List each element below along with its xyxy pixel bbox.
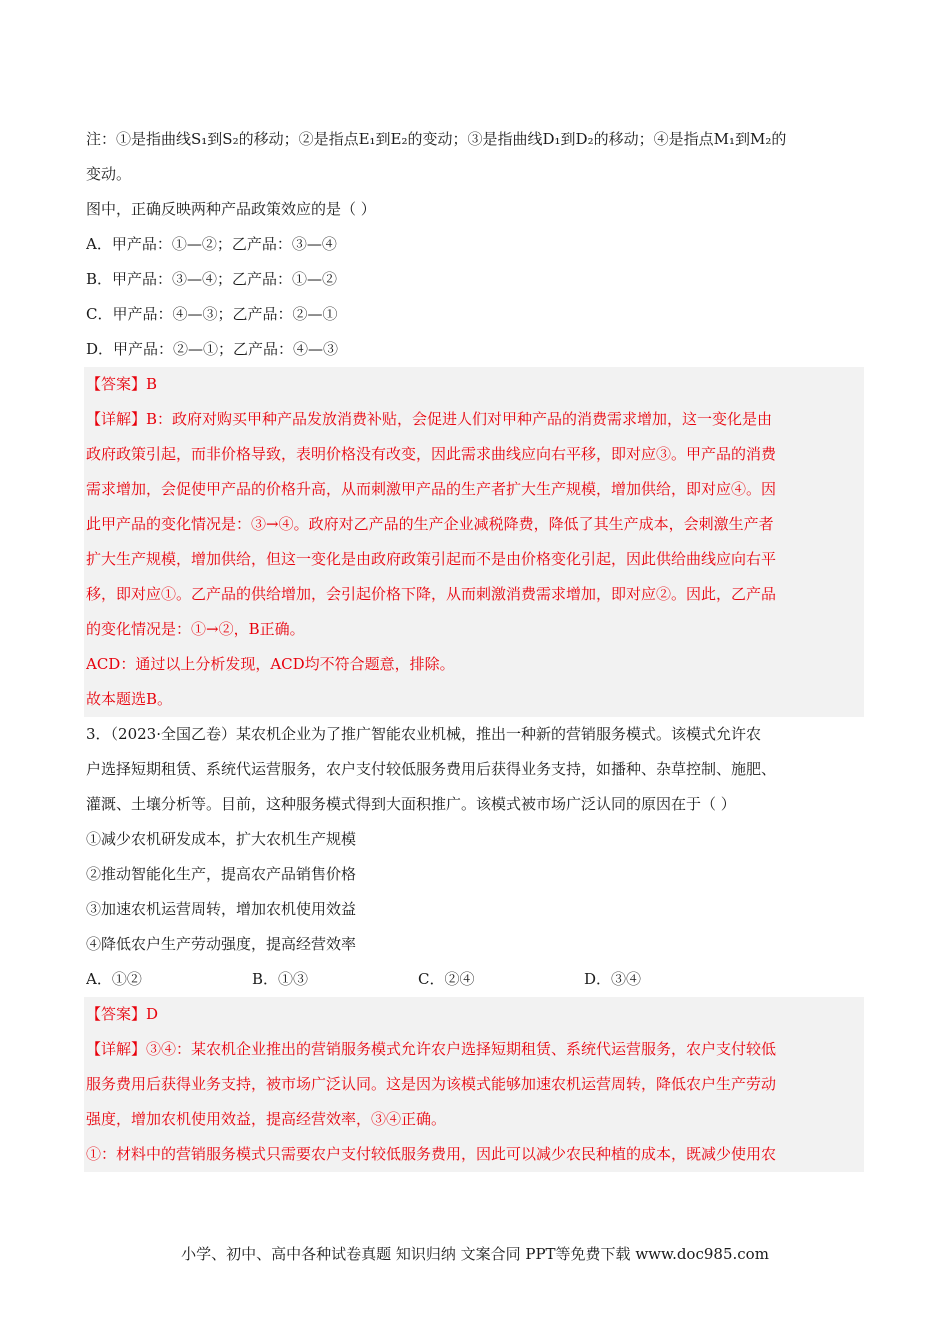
option-c: C．②④ [418,970,475,988]
note-line: 变动。 [86,165,132,183]
analysis-line: 【详解】B：政府对购买甲种产品发放消费补贴，会促进人们对甲种产品的消费需求增加，这一变化是由 [86,410,773,428]
question-stem: 户选择短期租赁、系统代运营服务，农户支付较低服务费用后获得业务支持，如播种、杂草控制、施肥、 [86,760,777,778]
analysis-line: 需求增加，会促使甲产品的价格升高，从而刺激甲产品的生产者扩大生产规模，增加供给，即对应④。因 [86,480,777,498]
option-row [86,962,866,997]
option-c: C．甲产品：④—③；乙产品：②—① [86,305,338,323]
question-stem: 图中，正确反映两种产品政策效应的是（ ） [86,200,376,218]
question-stem: 灌溉、土壤分析等。目前，这种服务模式得到大面积推广。该模式被市场广泛认同的原因在于（ ） [86,795,736,813]
analysis-line: ACD：通过以上分析发现，ACD均不符合题意，排除。 [86,655,455,673]
analysis-line: 的变化情况是：①→②，B正确。 [86,620,305,638]
option-d: D．甲产品：②—①；乙产品：④—③ [86,340,339,358]
answer-block [84,997,864,1172]
analysis-line: 此甲产品的变化情况是：③→④。政府对乙产品的生产企业减税降费，降低了其生产成本，会刺激生产者 [86,515,774,533]
answer-block [84,367,864,717]
analysis-line: 扩大生产规模，增加供给，但这一变化是由政府政策引起而不是由价格变化引起，因此供给曲线应向右平 [86,550,777,568]
page-footer: 小学、初中、高中各种试卷真题 知识归纳 文案合同 PPT等免费下载 www.doc985.com [181,1245,769,1263]
option-b: B．①③ [252,970,309,988]
note-line: 注：①是指曲线S₁到S₂的移动；②是指点E₁到E₂的变动；③是指曲线D₁到D₂的移动；④是指点M₁到M₂的 [86,130,787,148]
option-b: B．甲产品：③—④；乙产品：①—② [86,270,338,288]
analysis-line: 故本题选B。 [86,690,173,708]
analysis-line: 移，即对应①。乙产品的供给增加，会引起价格下降，从而刺激消费需求增加，即对应②。因此，乙产品 [86,585,777,603]
analysis-line: 强度，增加农机使用效益，提高经营效率，③④正确。 [86,1110,447,1128]
answer-label: 【答案】B [86,375,158,393]
answer-label: 【答案】D [86,1005,159,1023]
option-a: A．①② [86,970,142,988]
statement-item: ④降低农户生产劳动强度，提高经营效率 [86,935,357,953]
analysis-line: 政府政策引起，而非价格导致，表明价格没有改变，因此需求曲线应向右平移，即对应③。甲产品的消费 [86,445,777,463]
analysis-line: 服务费用后获得业务支持，被市场广泛认同。这是因为该模式能够加速农机运营周转，降低农户生产劳动 [86,1075,777,1093]
option-a: A．甲产品：①—②；乙产品：③—④ [86,235,337,253]
page-content [86,122,866,1172]
statement-item: ①减少农机研发成本，扩大农机生产规模 [86,830,357,848]
question-stem: 3．（2023·全国乙卷）某农机企业为了推广智能农业机械，推出一种新的营销服务模式。该模式允许农 [86,725,761,743]
statement-item: ③加速农机运营周转，增加农机使用效益 [86,900,357,918]
option-d: D．③④ [584,970,642,988]
analysis-line: 【详解】③④：某农机企业推出的营销服务模式允许农户选择短期租赁、系统代运营服务，农户支付较低 [86,1040,777,1058]
statement-item: ②推动智能化生产，提高农产品销售价格 [86,865,357,883]
analysis-line: ①：材料中的营销服务模式只需要农户支付较低服务费用，因此可以减少农民种植的成本，既减少使用农 [86,1145,777,1163]
